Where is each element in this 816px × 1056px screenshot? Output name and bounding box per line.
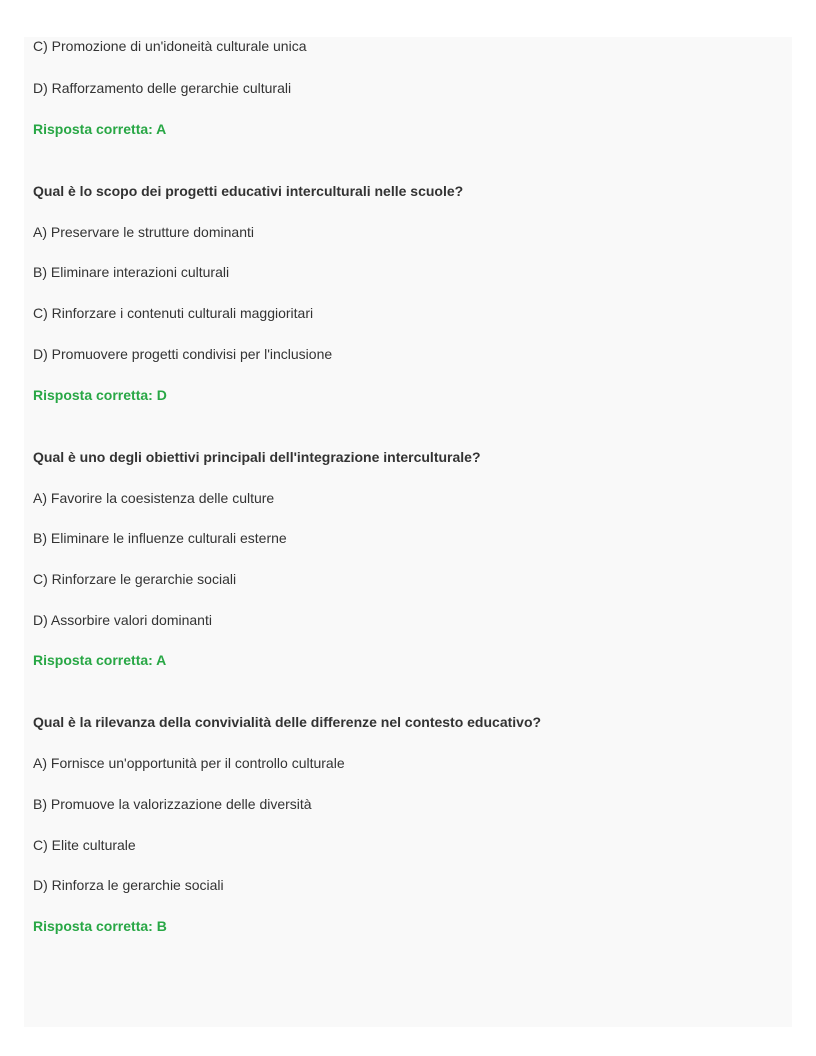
option-text: C) Rinforzare le gerarchie sociali [33,571,237,587]
option-text: B) Eliminare le influenze culturali esterne [33,530,287,546]
option-text: A) Favorire la coesistenza delle culture [33,490,275,506]
correct-answer: Risposta corretta: A [33,121,167,137]
option-text: D) Rafforzamento delle gerarchie culturali [33,80,292,96]
option-text: D) Rinforza le gerarchie sociali [33,877,224,893]
correct-answer: Risposta corretta: B [33,918,167,934]
correct-answer: Risposta corretta: A [33,652,167,668]
option-text: C) Rinforzare i contenuti culturali maggioritari [33,305,314,321]
option-text: D) Assorbire valori dominanti [33,612,212,628]
option-text: A) Preservare le strutture dominanti [33,224,254,240]
option-text: A) Fornisce un'opportunità per il controllo culturale [33,755,345,771]
question-text: Qual è la rilevanza della convivialità delle differenze nel contesto educativo? [33,714,542,730]
question-text: Qual è uno degli obiettivi principali dell'integrazione interculturale? [33,449,481,465]
option-text: C) Elite culturale [33,837,136,853]
option-text: B) Eliminare interazioni culturali [33,264,230,280]
option-text: B) Promuove la valorizzazione delle diversità [33,796,312,812]
correct-answer: Risposta corretta: D [33,387,167,403]
option-text: C) Promozione di un'idoneità culturale unica [33,38,307,54]
question-text: Qual è lo scopo dei progetti educativi interculturali nelle scuole? [33,183,464,199]
option-text: D) Promuovere progetti condivisi per l'inclusione [33,346,333,362]
